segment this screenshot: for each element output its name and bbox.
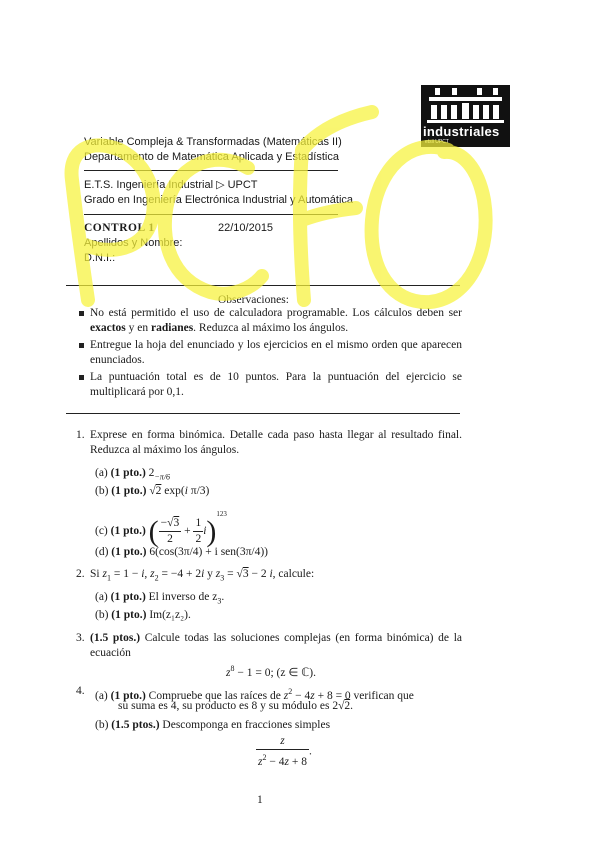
q1b: (b) (1 pto.) √2 exp(i π/3) bbox=[95, 485, 210, 497]
q1d: (d) (1 pto.) 6(cos(3π/4) + i sen(3π/4)) bbox=[95, 546, 269, 558]
bullet-icon bbox=[79, 311, 84, 316]
q4b-fraction: $\frac{z}{z^2 - 4z + 8}$ . bbox=[258, 735, 312, 768]
q4-number: 4. bbox=[76, 685, 85, 697]
q1c: (c) (1 pto.) ( $\frac{-√3}{2}$ + $\frac{1}{2}$ i)$^{123}$ bbox=[95, 510, 227, 548]
exam-date: 22/10/2015 bbox=[218, 222, 274, 234]
logo-text: industriales bbox=[423, 124, 500, 139]
section-divider-2 bbox=[66, 413, 460, 414]
observation-item-1: No está permitido el uso de calculadora programable. Los cálculos deben ser exactos y en radianes. Reduzca al máximo los ángulos. bbox=[90, 307, 462, 334]
industriales-logo bbox=[421, 85, 510, 147]
q1a: (a) (1 pto.) $2_{-\pi/6}$ bbox=[95, 467, 171, 482]
section-divider-1 bbox=[66, 285, 460, 286]
exam-title: CONTROL 1 bbox=[84, 222, 155, 234]
page-number: 1 bbox=[257, 794, 263, 806]
q1-text: Exprese en forma binómica. Detalle cada paso hasta llegar al resultado final. Reduzca al máximo los ángulos. bbox=[90, 429, 462, 456]
q2-number: 2. bbox=[76, 568, 85, 580]
q2a: (a) (1 pto.) El inverso de $z_3$. bbox=[95, 591, 225, 606]
header-divider-2 bbox=[84, 214, 338, 215]
header-divider-1 bbox=[84, 170, 338, 171]
q4b: (b) (1.5 ptos.) Descomponga en fracciones simples bbox=[95, 719, 331, 731]
subject-title: Variable Compleja & Transformadas (Matemáticas II) bbox=[84, 136, 342, 148]
q3-number: 3. bbox=[76, 632, 85, 644]
name-label: Apellidos y Nombre: bbox=[84, 237, 183, 249]
bullet-icon bbox=[79, 343, 84, 348]
logo-subtext: etsii UPCT bbox=[425, 139, 449, 145]
q2b: (b) (1 pto.) Im(z₁z₂). bbox=[95, 609, 191, 621]
q4a: (a) (1 pto.) Compruebe que las raíces de $z^2 - 4z + 8 = 0$ verifican que bbox=[95, 687, 414, 702]
q4a-line2: su suma es 4, su producto es 8 y su módulo es 2√2. bbox=[118, 700, 354, 712]
q1-number: 1. bbox=[76, 429, 85, 441]
bullet-icon bbox=[79, 375, 84, 380]
observation-item-3: La puntuación total es de 10 puntos. Para la puntuación del ejercicio se multiplicará por 0,1. bbox=[90, 371, 462, 398]
degree-name: Grado en Ingeniería Electrónica Industrial y Automática bbox=[84, 194, 354, 206]
q2-text: Si $z_1 = 1 - i$, $z_2 = -4 + 2i$ y $z_3 = √3 - 2$ i, calcule: bbox=[90, 568, 315, 583]
observation-item-2: Entregue la hoja del enunciado y los ejercicios en el mismo orden que aparecen enunciados. bbox=[90, 339, 462, 366]
q3-text: (1.5 ptos.) Calcule todas las soluciones complejas (en forma binómica) de la ecuación bbox=[90, 632, 462, 659]
school-name: E.T.S. Ingeniería Industrial ▷ UPCT bbox=[84, 179, 258, 191]
q3-equation: $z^8 - 1 = 0$; (z ∈ ℂ). bbox=[226, 664, 316, 679]
id-label: D.N.I.: bbox=[84, 252, 116, 264]
observations-title: Observaciones: bbox=[218, 294, 289, 306]
department-name: Departamento de Matemática Aplicada y Estadística bbox=[84, 151, 339, 163]
